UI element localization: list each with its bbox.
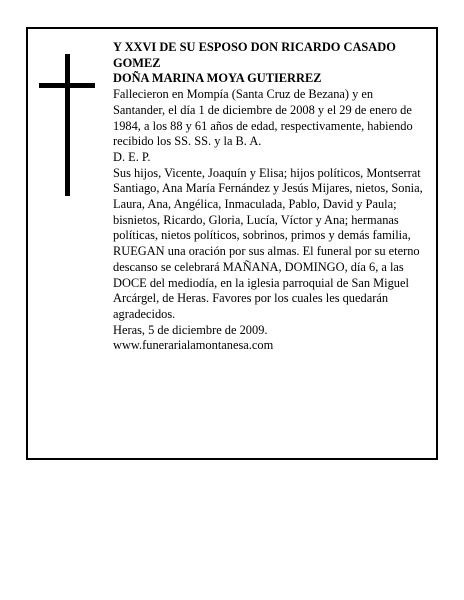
funeral-announcement: RUEGAN una oración por sus almas. El funeral por su eterno descanso se celebrará MAÑANA, DOMINGO, día 6, a las DOCE del mediodía, en la iglesia parroquial de San Miguel Arcárgel, de Heras. Favores por los cuales les quedarán agradecidos.: [113, 244, 420, 321]
heading-deceased-name: DOÑA MARINA MOYA GUTIERREZ: [113, 71, 322, 86]
cross-icon: [65, 54, 70, 196]
heading-husband: Y XXVI DE SU ESPOSO DON RICARDO CASADO GOMEZ: [113, 40, 396, 70]
cross-icon-bar: [39, 83, 95, 88]
dep-line: D. E. P.: [113, 149, 151, 164]
obituary-text: [113, 40, 425, 354]
death-details: Fallecieron en Mompía (Santa Cruz de Bezana) y en Santander, el día 1 de diciembre de 2008 y el 29 de enero de 1984, a los 88 y 61 años de edad, respectivamente, habiendo recibido los SS. SS. y la B. A.: [113, 87, 413, 149]
family-list: Sus hijos, Vicente, Joaquín y Elisa; hijos políticos, Montserrat Santiago, Ana María Fernández y Jesús Mijares, nietos, Sonia, Laura, Ana, Angélica, Inmaculada, Pablo, David y Paula; bisnietos, Ricardo, Gloria, Lucía, Víctor y Ana; hermanas políticas, nietos políticos, sobrinos, primos y demás familia,: [113, 165, 423, 243]
website-link[interactable]: www.funerarialamontanesa.com: [113, 338, 274, 353]
place-date: Heras, 5 de diciembre de 2009.: [113, 322, 268, 337]
